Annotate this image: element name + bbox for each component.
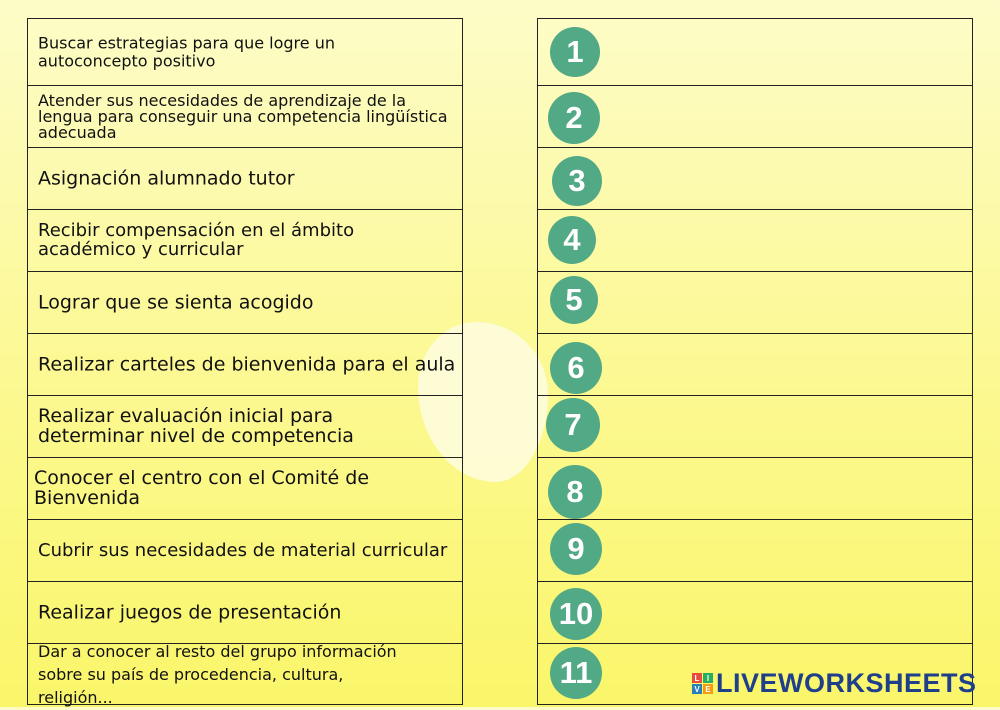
task-text: Atender sus necesidades de aprendizaje de la lengua para conseguir una competencia lingüística adecuada xyxy=(38,90,448,142)
number-badge: 3 xyxy=(552,156,602,206)
logo-letter: E xyxy=(703,684,713,694)
task-row[interactable] xyxy=(28,271,462,333)
liveworksheets-logo xyxy=(692,668,977,699)
number-badge: 10 xyxy=(550,588,602,640)
task-text: Realizar carteles de bienvenida para el aula xyxy=(38,353,456,376)
logo-letter: L xyxy=(692,673,702,683)
task-row[interactable] xyxy=(28,147,462,209)
task-row[interactable] xyxy=(28,643,462,706)
number-badge: 4 xyxy=(548,216,596,264)
answer-row[interactable] xyxy=(538,581,972,643)
task-text: Realizar juegos de presentación xyxy=(38,601,342,624)
task-text: Cubrir sus necesidades de material curricular xyxy=(38,539,448,561)
answer-table xyxy=(537,18,973,705)
task-row[interactable] xyxy=(28,19,462,85)
task-row[interactable] xyxy=(28,581,462,643)
answer-row[interactable] xyxy=(538,519,972,581)
answer-row[interactable] xyxy=(538,85,972,147)
logo-grid-icon xyxy=(692,673,713,694)
task-text: Lograr que se sienta acogido xyxy=(38,291,314,314)
answer-row[interactable] xyxy=(538,457,972,519)
task-text: Dar a conocer al resto del grupo información sobre su país de procedencia, cultura, religión... xyxy=(38,642,397,708)
answer-row[interactable] xyxy=(538,19,972,85)
number-badge: 1 xyxy=(550,27,600,77)
task-text: Buscar estrategias para que logre un autoconcepto positivo xyxy=(38,33,335,70)
number-badge: 11 xyxy=(550,647,602,699)
number-badge: 9 xyxy=(550,523,602,575)
logo-letter: I xyxy=(703,673,713,683)
task-text: Asignación alumnado tutor xyxy=(38,167,295,190)
task-row[interactable] xyxy=(28,395,462,457)
task-text: Conocer el centro con el Comité de Bienvenida xyxy=(34,466,370,510)
task-row[interactable] xyxy=(28,519,462,581)
answer-row[interactable] xyxy=(538,147,972,209)
task-row[interactable] xyxy=(28,209,462,271)
number-badge: 6 xyxy=(550,342,602,394)
number-badge: 8 xyxy=(548,465,602,519)
logo-text: LIVEWORKSHEETS xyxy=(716,668,977,698)
task-text: Recibir compensación en el ámbito académico y curricular xyxy=(38,219,355,261)
logo-letter: V xyxy=(692,684,702,694)
answer-row[interactable] xyxy=(538,333,972,395)
answer-row[interactable] xyxy=(538,271,972,333)
number-badge: 5 xyxy=(550,276,598,324)
answer-row[interactable] xyxy=(538,209,972,271)
number-badge: 2 xyxy=(548,92,600,144)
answer-row[interactable] xyxy=(538,395,972,457)
task-text: Realizar evaluación inicial para determinar nivel de competencia xyxy=(38,404,354,448)
tasks-table xyxy=(27,18,463,708)
number-badge: 7 xyxy=(546,398,600,452)
task-row[interactable] xyxy=(28,457,462,519)
task-row[interactable] xyxy=(28,85,462,147)
task-row[interactable] xyxy=(28,333,462,395)
